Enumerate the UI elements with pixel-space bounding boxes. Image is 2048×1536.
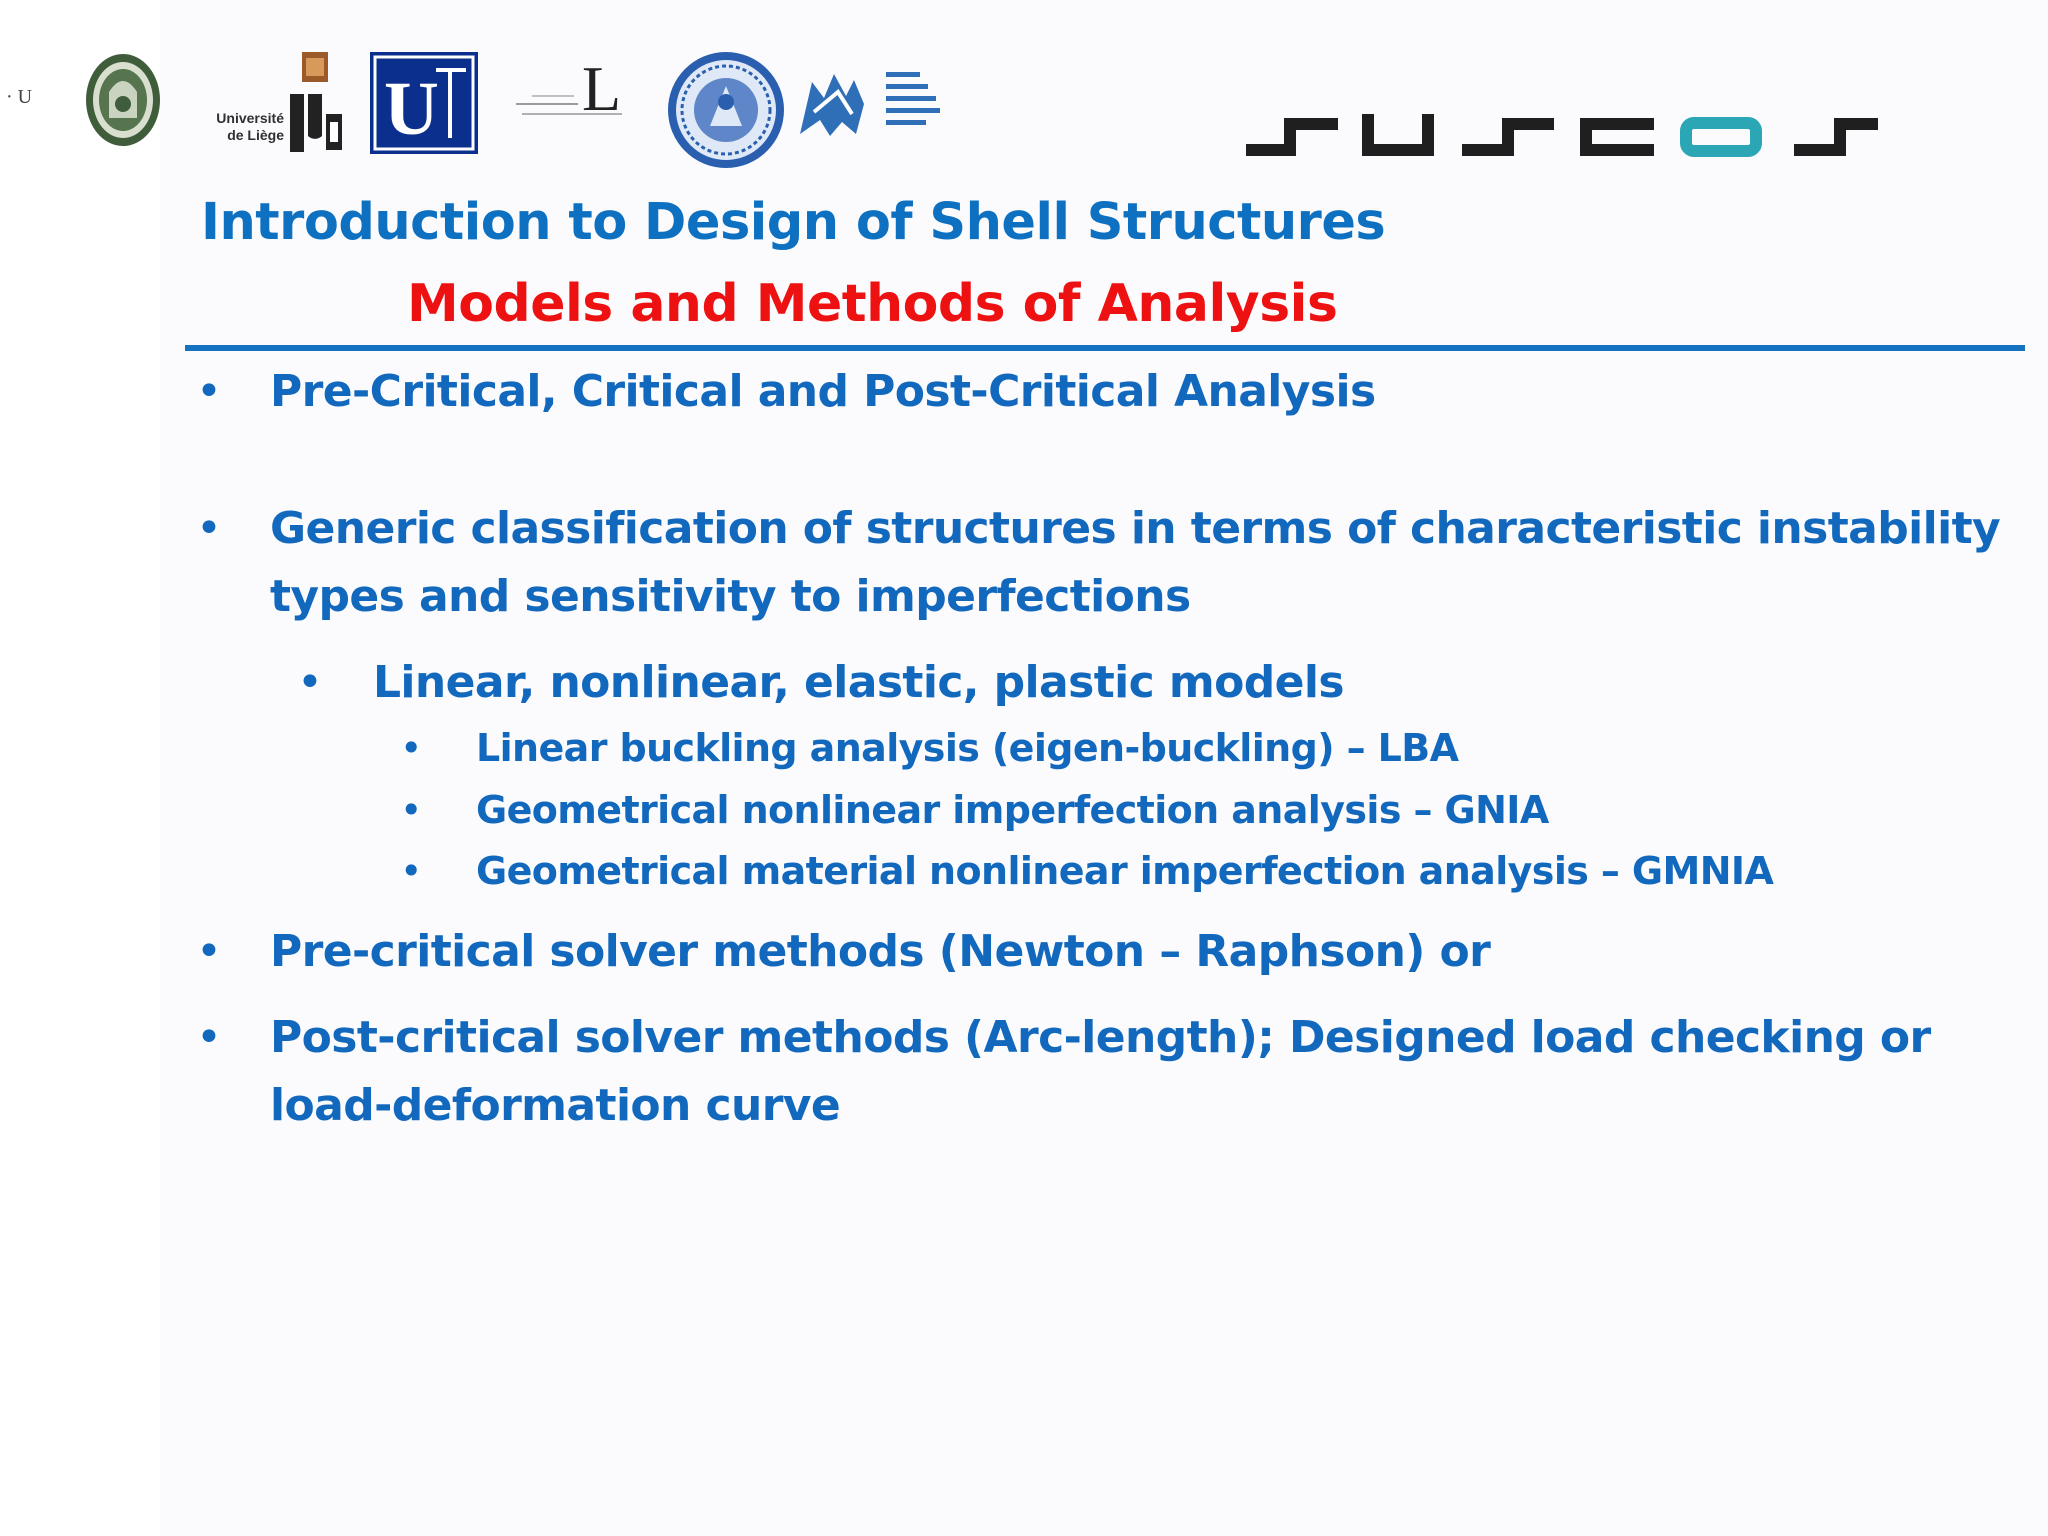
l-university-logo (512, 58, 640, 128)
logo-u: · U (6, 86, 33, 108)
bullet-item (196, 918, 1491, 986)
slide-title: Introduction to Design of Shell Structures (201, 193, 1386, 252)
suscos-logo (1246, 70, 1878, 160)
bullet-item (196, 358, 1376, 426)
svg-text:L: L (582, 58, 622, 124)
bullet-text-continued: types and sensitivity to imperfections (270, 571, 1191, 622)
uliege-line2: de Liège (227, 127, 284, 143)
bullet-dot: • (400, 726, 422, 770)
ulg-crest-logo (286, 52, 346, 162)
uliege-text-logo (186, 110, 284, 144)
bullet-item-level3 (400, 840, 1774, 902)
logo-strip (0, 40, 2048, 170)
bullet-item (196, 1004, 1931, 1140)
ctu-lion-logo (794, 62, 950, 142)
bullet-dot: • (196, 1012, 222, 1063)
bullet-item-level3 (400, 779, 1549, 841)
bullet-dot: • (297, 657, 323, 708)
title-divider (185, 345, 2025, 351)
slide-subtitle: Models and Methods of Analysis (407, 274, 1338, 334)
svg-text:U: U (384, 67, 439, 151)
bullet-text: Generic classification of structures in terms of characteristic instability (270, 503, 2001, 554)
bullet-text: Post-critical solver methods (Arc-length); Designed load checking or (270, 1012, 1931, 1063)
bullet-item-level3 (400, 717, 1459, 779)
bullet-dot: • (196, 366, 222, 417)
bullet-dot: • (196, 926, 222, 977)
bullet-dot: • (400, 849, 422, 893)
seal-green-logo (84, 52, 162, 148)
bullet-text-continued: load-deformation curve (270, 1080, 841, 1131)
bullet-text: Linear, nonlinear, elastic, plastic models (373, 657, 1344, 708)
uliege-line1: Université (216, 110, 284, 126)
bullet-text: Geometrical material nonlinear imperfection analysis – GMNIA (476, 849, 1774, 893)
bullet-text: Geometrical nonlinear imperfection analysis – GNIA (476, 788, 1549, 832)
bullet-text: Linear buckling analysis (eigen-buckling) – LBA (476, 726, 1459, 770)
bullet-item-level2 (297, 649, 1344, 717)
bullet-dot: • (196, 503, 222, 554)
seal-blue-logo (666, 50, 786, 170)
ut-logo (370, 52, 478, 154)
bullet-item (196, 495, 2001, 631)
bullet-dot: • (400, 788, 422, 832)
bullet-text: Pre-Critical, Critical and Post-Critical Analysis (270, 366, 1376, 417)
bullet-text: Pre-critical solver methods (Newton – Raphson) or (270, 926, 1491, 977)
